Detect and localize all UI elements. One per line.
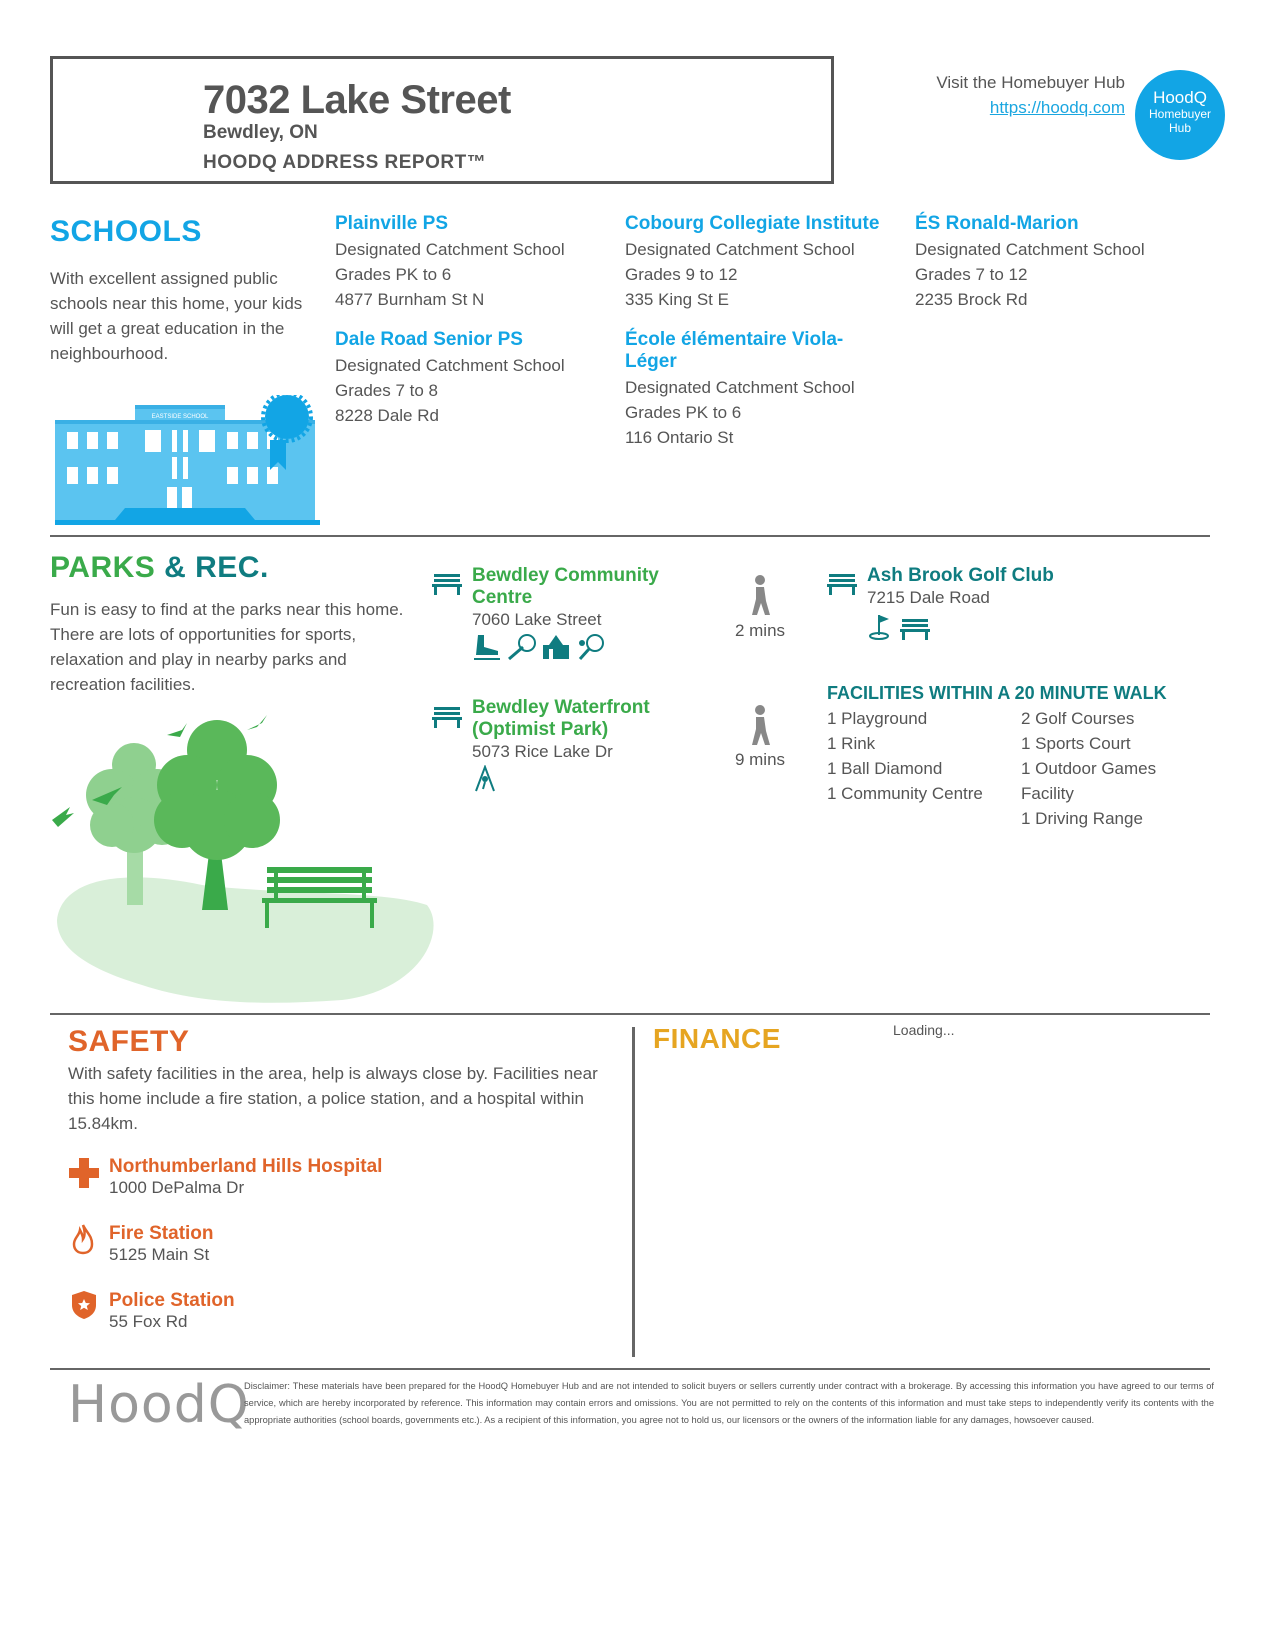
school-name[interactable]: École élémentaire Viola-Léger (625, 329, 844, 372)
school-type: Designated Catchment School (335, 356, 565, 375)
facility-item: 2 Golf Courses (1021, 709, 1135, 728)
walking-person-icon (745, 575, 775, 617)
safety-address: 1000 DePalma Dr (109, 1178, 245, 1197)
park-name[interactable]: Bewdley Community Centre (472, 565, 659, 608)
column-divider (632, 1027, 635, 1357)
school-name[interactable]: Cobourg Collegiate Institute (625, 213, 880, 234)
hoodq-hub-badge[interactable] (1135, 70, 1225, 160)
safety-address: 5125 Main St (109, 1245, 210, 1264)
safety-intro: With safety facilities in the area, help is always close by. Facilities near this home include a fire station, a police station, and a hospital within 15.84km. (68, 1064, 598, 1133)
safety-name[interactable]: Police Station (109, 1290, 235, 1311)
disclaimer-text: Disclaimer: These materials have been prepared for the HoodQ Homebuyer Hub and are not intended to solicit buyers or sellers currently under contract with a brokerage. By accessing this information you have agreed to our terms of service, which are hereby incorporated by reference. This information may contain errors and omissions. You are not permitted to rely on the contents of this information and must take steps to independently verify its contents with the appropriate authorities (school boards, governments etc.). As a recipient of this information, you agree not to hold us, our licensors or the owners of the information liable for any damages, howsoever caused. (244, 1381, 1214, 1425)
bench-icon (900, 617, 930, 641)
park-name[interactable]: Ash Brook Golf Club (867, 565, 1054, 586)
badge-sub2: Hub (1168, 121, 1191, 135)
park-item[interactable] (472, 697, 687, 798)
section-divider (50, 535, 1210, 537)
park-address: 5073 Rice Lake Dr (472, 742, 613, 761)
school-building-illustration (55, 395, 340, 530)
amenity-icons (472, 633, 687, 666)
sports-ball-icon (507, 633, 537, 661)
safety-item[interactable] (109, 1156, 382, 1198)
bench-icon (827, 572, 857, 596)
facility-item: 1 Ball Diamond (827, 759, 943, 778)
facility-item: 1 Community Centre (827, 784, 983, 803)
police-shield-icon (71, 1290, 97, 1320)
facilities-right (1021, 706, 1186, 831)
amenity-icons (867, 613, 1127, 646)
safety-item[interactable] (109, 1290, 235, 1332)
school-grades: Grades PK to 6 (625, 403, 742, 422)
park-address: 7060 Lake Street (472, 610, 602, 629)
school-name[interactable]: Dale Road Senior PS (335, 329, 523, 350)
park-address: 7215 Dale Road (867, 588, 990, 607)
walk-time: 2 mins (734, 621, 786, 640)
hub-visit-text: Visit the Homebuyer Hub (936, 73, 1125, 92)
safety-address: 55 Fox Rd (109, 1312, 188, 1331)
schools-intro: With excellent assigned public schools near this home, your kids will get a great education in the neighbourhood. (50, 269, 303, 363)
school-card[interactable] (335, 329, 615, 428)
school-grades: Grades 7 to 8 (335, 381, 439, 400)
facility-item: 1 Rink (827, 734, 876, 753)
hub-link[interactable]: https://hoodq.com (989, 98, 1125, 117)
school-type: Designated Catchment School (625, 378, 855, 397)
school-address: 8228 Dale Rd (335, 406, 439, 425)
school-grades: Grades 7 to 12 (915, 265, 1028, 284)
school-name[interactable]: Plainville PS (335, 213, 448, 234)
park-item[interactable] (472, 565, 687, 666)
school-address: 2235 Brock Rd (915, 290, 1028, 309)
hospital-cross-icon (68, 1157, 100, 1189)
safety-item[interactable] (109, 1223, 214, 1265)
parks-intro: Fun is easy to find at the parks near this home. There are lots of opportunities for sports, relaxation and play in nearby parks and recreation facilities. (50, 600, 404, 694)
school-grades: Grades 9 to 12 (625, 265, 738, 284)
facility-item: 1 Outdoor Games Facility (1021, 759, 1157, 803)
parks-title (50, 551, 269, 585)
school-grades: Grades PK to 6 (335, 265, 452, 284)
fire-icon (72, 1223, 94, 1255)
tennis-icon (576, 633, 606, 661)
school-address: 4877 Burnham St N (335, 290, 485, 309)
skate-icon (472, 633, 502, 661)
walk-time: 9 mins (734, 750, 786, 769)
park-illustration (52, 715, 437, 1005)
park-name[interactable]: Bewdley Waterfront (Optimist Park) (472, 697, 650, 740)
school-card[interactable] (915, 213, 1195, 312)
facilities-title: FACILITIES WITHIN A 20 MINUTE WALK (827, 683, 1167, 703)
section-divider (50, 1013, 1210, 1015)
badge-sub1: Homebuyer (1148, 107, 1212, 121)
finance-title: FINANCE (653, 1023, 781, 1054)
footer-divider (50, 1368, 1210, 1370)
parks-title-a: PARKS (50, 551, 156, 584)
playground-icon (472, 765, 498, 793)
school-card[interactable] (625, 329, 865, 450)
facility-item: 1 Sports Court (1021, 734, 1131, 753)
golf-icon (867, 613, 895, 641)
school-card[interactable] (335, 213, 615, 312)
safety-name[interactable]: Northumberland Hills Hospital (109, 1156, 383, 1177)
school-sign: EASTSIDE SCHOOL (151, 414, 209, 420)
community-centre-icon (541, 633, 571, 661)
school-address: 335 King St E (625, 290, 729, 309)
address-title: 7032 Lake Street (203, 78, 511, 122)
safety-title: SAFETY (68, 1025, 190, 1058)
bench-icon (432, 705, 462, 729)
badge-title: HoodQ (1153, 88, 1207, 107)
park-item[interactable] (867, 565, 1127, 646)
facility-item: 1 Driving Range (1021, 809, 1143, 828)
bench-icon (432, 572, 462, 596)
school-name[interactable]: ÉS Ronald-Marion (915, 213, 1079, 234)
school-type: Designated Catchment School (335, 240, 565, 259)
facility-item: 1 Playground (827, 709, 928, 728)
school-card[interactable] (625, 213, 905, 312)
walking-person-icon (745, 705, 775, 747)
school-type: Designated Catchment School (625, 240, 855, 259)
schools-title: SCHOOLS (50, 215, 202, 248)
hoodq-logo: HoodQ (68, 1375, 250, 1435)
address-city: Bewdley, ON (203, 122, 318, 143)
report-label: HOODQ ADDRESS REPORT™ (203, 152, 487, 173)
facilities-left (827, 706, 1017, 806)
safety-name[interactable]: Fire Station (109, 1223, 214, 1244)
amenity-icons (472, 765, 687, 798)
school-address: 116 Ontario St (625, 428, 734, 447)
parks-title-b: & REC. (155, 551, 269, 584)
finance-loading: Loading... (893, 1022, 955, 1038)
school-type: Designated Catchment School (915, 240, 1145, 259)
